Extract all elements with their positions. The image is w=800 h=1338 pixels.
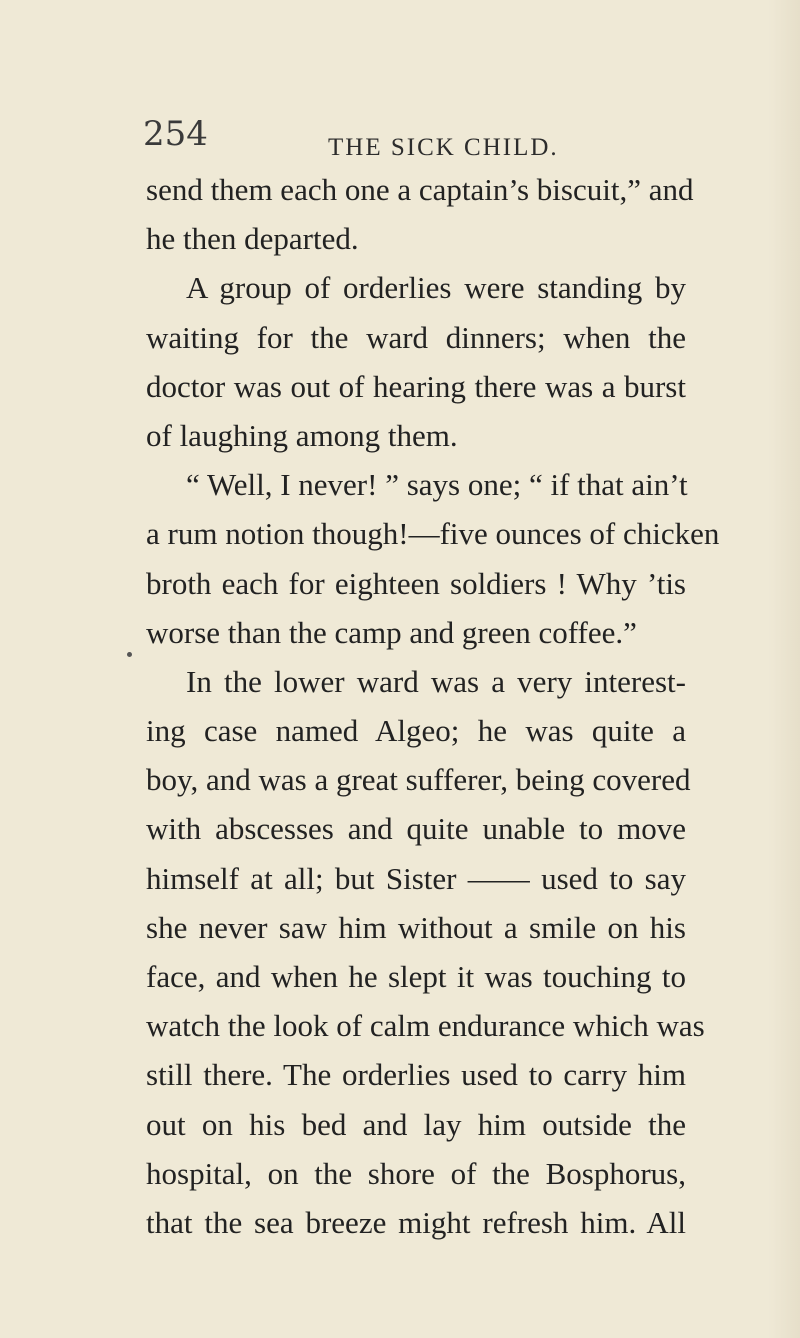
text-line: out on his bed and lay him outside the: [146, 1106, 686, 1142]
text-line: watch the look of calm endurance which was: [146, 1008, 705, 1044]
text-line: he then departed.: [146, 221, 359, 257]
text-line: still there. The orderlies used to carry him: [146, 1057, 686, 1093]
paragraph-start-line: “ Well, I never! ” says one; “ if that ain’t: [186, 467, 688, 503]
page-number: 254: [143, 114, 208, 154]
text-line: that the sea breeze might refresh him. All: [146, 1204, 686, 1240]
paragraph-start-line: A group of orderlies were standing by: [186, 270, 686, 306]
text-line: she never saw him without a smile on his: [146, 909, 686, 945]
paragraph-start-line: In the lower ward was a very interest-: [186, 663, 686, 699]
text-line: of laughing among them.: [146, 417, 458, 453]
text-line: broth each for eighteen soldiers ! Why ’tis: [146, 565, 686, 601]
ink-speck: [127, 652, 132, 657]
text-line: send them each one a captain’s biscuit,” and: [146, 172, 694, 207]
text-line: boy, and was a great sufferer, being covered: [146, 762, 691, 798]
text-line: himself at all; but Sister —— used to say: [146, 860, 686, 896]
running-title: THE SICK CHILD.: [328, 134, 559, 161]
text-line: face, and when he slept it was touching to: [146, 959, 686, 994]
text-line: ing case named Algeo; he was quite a: [146, 713, 686, 749]
text-line: doctor was out of hearing there was a burst: [146, 368, 686, 404]
text-line: worse than the camp and green coffee.”: [146, 614, 637, 650]
text-line: a rum notion though!—five ounces of chicken: [146, 516, 720, 552]
body-text: [146, 165, 720, 1247]
text-line: with abscesses and quite unable to move: [146, 811, 686, 847]
text-line: waiting for the ward dinners; when the: [146, 319, 686, 355]
text-line: hospital, on the shore of the Bosphorus,: [146, 1155, 686, 1191]
